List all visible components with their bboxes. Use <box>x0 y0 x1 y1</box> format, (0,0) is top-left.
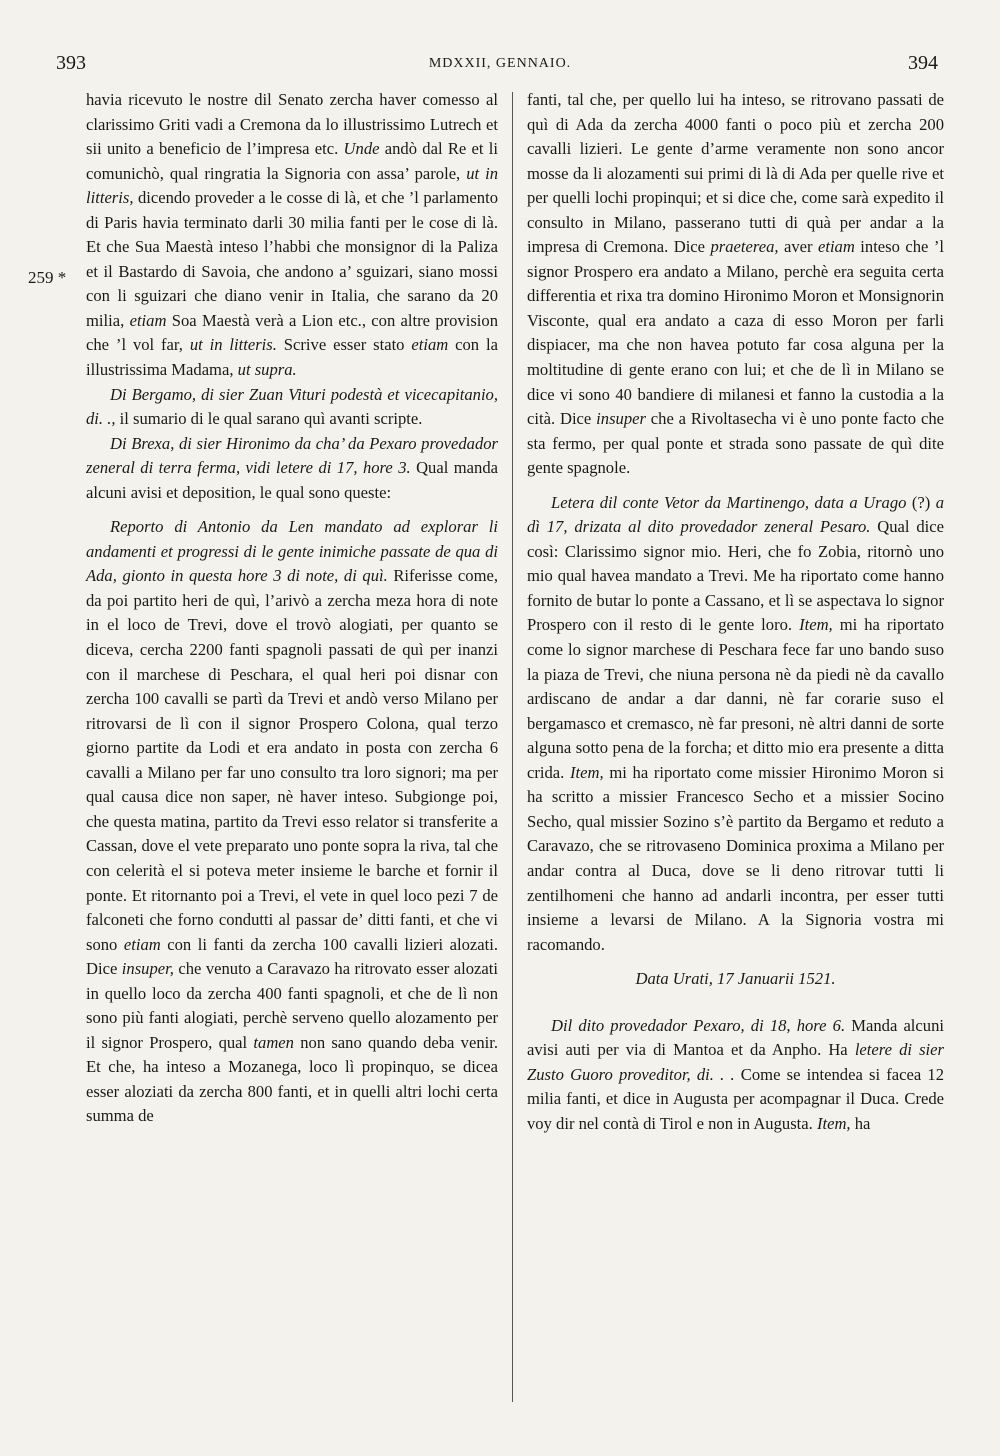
text-run: Qual dice così: Clarissimo signor mio. Heri, che fo Zobia, ritornò uno mio qual havea mandato a Trevi. Me ha riportato come hanno fornito de butar lo ponte a Cassano, et lì se aspectava lo signor Prospero con il resto di le gente loro. <box>527 517 945 635</box>
italic-run: Unde <box>343 139 380 159</box>
italic-run: insuper <box>596 409 646 429</box>
text-run: andò dal Re et li comunichò, qual ringratia la Signoria con assa’ parole, <box>86 139 498 183</box>
column-divider <box>512 92 513 1402</box>
text-run: Come se intendea si facea 12 milia fanti, et dice in Augusta per acompagnar il Duca. Crede voy dir nel contà di Tirol e non in Augusta. <box>527 1064 945 1133</box>
text-run: aver <box>783 237 813 257</box>
italic-run: Letera dil conte Vetor da Martinengo, data a Urago <box>551 492 907 512</box>
left-paragraph-1 <box>86 88 498 383</box>
text-run: con li fanti da zercha 100 cavalli lizieri alozati. Dice <box>86 934 499 979</box>
italic-run: etiam <box>817 237 855 257</box>
text-run: dicendo proveder a le cosse di là, et che ’l parlamento di Paris havia terminato darli 30 milia fanti per le cose di là. Et che Sua Maestà inteso l’habbi che monsignor di la Paliza et il Bastardo di Savoia, che andono a’ sguizari, siano mossi con li sguizari che diano venir in Italia, che sarano da 20 milia, <box>86 188 498 330</box>
italic-run: ut in litteris. <box>189 335 277 355</box>
text-run: Scrive esser stato <box>283 335 405 355</box>
running-title: MDXXII, GENNAIO. <box>428 56 572 71</box>
text-run: Qual manda alcuni avisi et deposition, le qual sono queste: <box>86 458 498 502</box>
text-run: con la illustrissima Madama, <box>86 335 498 380</box>
italic-run: letere di sier Zusto Guoro proveditor, di. . . <box>527 1040 944 1084</box>
left-paragraph-2 <box>86 383 498 432</box>
right-paragraph-2 <box>527 491 944 957</box>
italic-run: Item, <box>799 615 833 635</box>
right-paragraph-3-date: Data Urati, 17 Januarii 1521. <box>635 969 836 989</box>
italic-run: tamen <box>253 1032 294 1052</box>
text-run: ha <box>854 1113 871 1133</box>
italic-run: ut in litteris, <box>86 163 498 208</box>
italic-run: Reporto di Antonio da Len mandato ad explorar li andamenti et progressi di le gente inimiche passate de qua di Ada, gionto in questa hore 3 di note, di quì. <box>86 517 498 586</box>
text-run: Manda alcuni avisi auti per via di Mantoa et da Anpho. Ha <box>527 1015 944 1060</box>
text-run: mi ha riportato come missier Hironimo Moron si ha scritto a missier Francesco Secho et a missier Socino Secho, qual missier Sozino s’è partito da Bergamo et reduto a Caravazo, che se ritrovaseno Dominica proxima a Milano per andar contra al Duca, dove se li deno ritrovar tutti li zentilhomeni che hanno ad andarli incontra, per esser tutti insieme a levarsi de Milano. A la Signoria vostra mi racomando. <box>527 762 945 954</box>
italic-run: Di Brexa, di sier Hironimo da cha’ da Pexaro provedador zeneral di terra ferma, vidi letere di 17, hore 3. <box>86 433 498 478</box>
right-column <box>527 88 944 1136</box>
italic-run: Item, <box>570 762 604 782</box>
italic-run: etiam <box>411 335 449 355</box>
italic-run: a dì 17, drizata al dito provedador zeneral Pesaro. <box>527 492 945 537</box>
left-column <box>86 88 498 1129</box>
italic-run: ut supra. <box>237 360 297 380</box>
right-paragraph-4 <box>527 1014 944 1137</box>
text-run: che venuto a Caravazo ha ritrovato esser alozati in quello loco da zercha 400 fanti spagnoli, et che de lì non sono più fanti alogiati, perchè serveno quello alozamento per il signor Prospero, qual <box>86 959 498 1052</box>
text-run: il sumario di le qual sarano quì avanti scripte. <box>119 409 423 429</box>
right-page-number: 394 <box>908 52 938 74</box>
text-run: mi ha riportato come lo signor marchese di Peschara fece far uno bando suso la piaza de Trevi, che niuna persona nè da piedi nè da cavallo ardiscano de andar a dar danni, nè far corarie suso el bergamasco et cremasco, nè far presoni, nè altri danni de sorte alguna sotto pena de la forcha; et ditto mio era presente a ditta crida. <box>527 615 944 782</box>
italic-run: etiam <box>129 310 167 330</box>
left-paragraph-4 <box>86 515 498 1129</box>
italic-run: praeterea, <box>710 237 779 257</box>
text-run: Soa Maestà verà a Lion etc., con altre provision che ’l vol far, <box>86 310 499 355</box>
text-run: inteso che ’l signor Prospero era andato a Milano, perchè era seguita certa differentia et rixa tra domino Hironimo Moron et Monsignorin Visconte, qual era andato a caza di esso Moron per farli dispiacer, ma che non havea potuto far cosa alguna per la moltitudine di gente erano con lui; et che de lì in Milano se dice vi sono 40 bandiere di milanesi et fanno la custodia a la cità. Dice <box>527 237 944 429</box>
text-run: fanti, tal che, per quello lui ha inteso, se ritrovano passati de quì di Ada da zercha 4000 fanti o poco più et zercha 200 cavalli lizieri. Le gente d’arme veramente non sono ancor mosse da li alozamenti sui primi di là di Ada per quelle rive et per quelli lochi propinqui; et si dice che, come sarà expedito il consulto in Milano, passerano tutti di quà per andar a la impresa di Cremona. Dice <box>527 90 944 257</box>
text-run: non sano quando deba venir. Et che, ha inteso a Mozanega, loco lì propinquo, se dicea esser aloziati da zercha 800 fanti, et in quelli altri lochi certa summa de <box>86 1032 498 1126</box>
right-paragraph-1 <box>527 88 944 481</box>
italic-run: Dil dito provedador Pexaro, di 18, hore 6. <box>551 1015 846 1035</box>
left-paragraph-3 <box>86 432 498 506</box>
text-run: che a Rivoltasecha vi è uno ponte facto che sta fermo, per qual ponte et strada sono passate de quì dite gente spagnole. <box>527 409 944 478</box>
italic-run: Item, <box>816 1113 851 1133</box>
text-run: (?) <box>911 492 931 512</box>
italic-run: insuper, <box>121 959 174 979</box>
italic-run: Di Bergamo, di sier Zuan Vituri podestà et vicecapitanio, di. ., <box>86 384 498 429</box>
margin-note: 259 * <box>28 268 67 287</box>
text-run: havia ricevuto le nostre dil Senato zercha haver comesso al clarissimo Griti vadi a Cremona da lo illustrissimo Lutrech et sii unito a beneficio de l’impresa etc. <box>86 90 498 159</box>
italic-run: etiam <box>123 934 161 954</box>
left-page-number: 393 <box>56 52 86 74</box>
page-header <box>0 52 1000 82</box>
text-run: Riferisse come, da poi partito heri de quì, l’arivò a zercha meza hora di note in el loco de Trevi, dove el trovò alogiati, per quanto se diceva, cercha 2200 fanti spagnoli passati de quì per inanzi con il marchese di Peschara, el qual heri poi disnar con zercha 100 cavalli se partì da Trevi et andò verso Milano per ritrovarsi de lì con il signor Prospero Colona, qual terzo giorno partite da Lodi et era andato in posta con zercha 6 cavalli a Milano per far uno consulto tra loro signori; ma per qual causa dice non saper, nè haver inteso. Subgionge poi, che questa matina, partito da Trevi esso relator si transferite a Cassan, dove el vete preparato uno ponte sopra la riva, tal che con celerità el si poteva meter insieme le barche et fornir il ponte. Et ritornanto poi a Trevi, el vete in quel loco pezi 7 de falconeti che forno condutti al passar de’ ditti fanti, et che vi sono <box>86 566 498 954</box>
